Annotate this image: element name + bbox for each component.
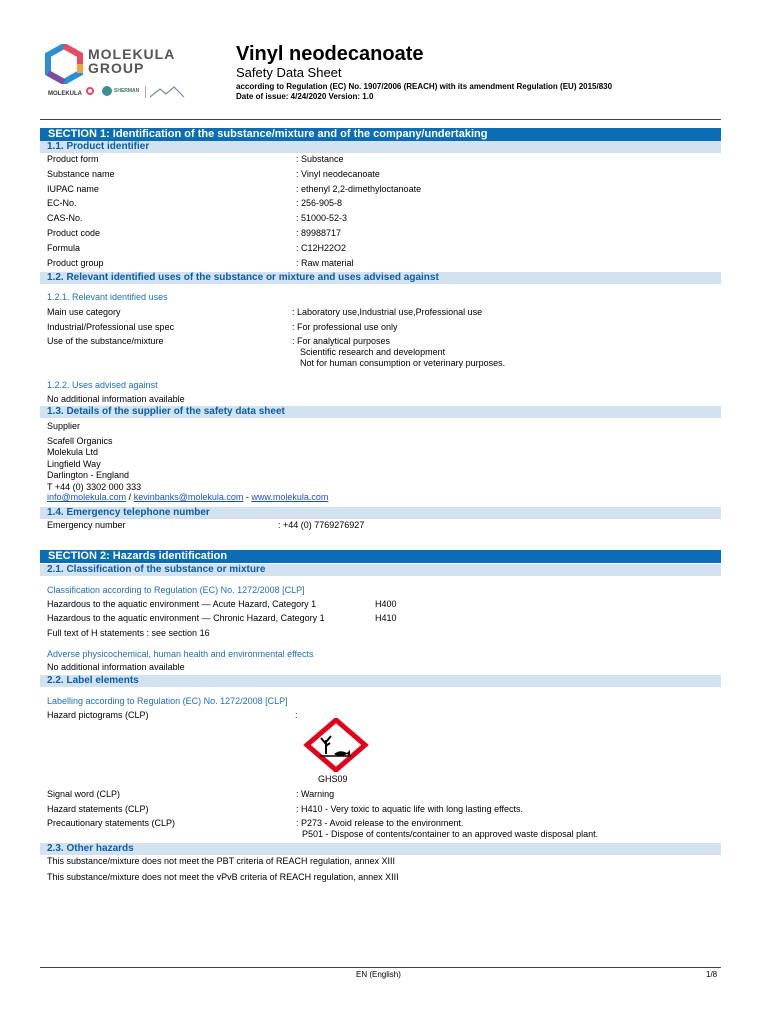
product-row-label: Product form — [47, 154, 99, 164]
section1-1-title: 1.1. Product identifier — [40, 141, 721, 153]
section1-2-1-title: 1.2.1. Relevant identified uses — [47, 292, 168, 302]
full-text-note: Full text of H statements : see section 16 — [47, 628, 210, 638]
emergency-value: : +44 (0) 7769276927 — [278, 520, 365, 530]
product-row-value: : 51000-52-3 — [296, 213, 348, 224]
sub-logo-sherman-icon — [102, 86, 112, 96]
hazard-statements-value: : H410 - Very toxic to aquatic life with long lasting effects. — [296, 804, 523, 814]
sub-logo-molekula: MOLEKULA — [48, 91, 82, 97]
section1-2-title: 1.2. Relevant identified uses of the substance or mixture and uses advised against — [40, 272, 721, 284]
uses-row-value: : For professional use only — [292, 321, 398, 332]
product-row-value: : Substance — [296, 154, 344, 164]
uses-row-value: : For analytical purposes — [292, 336, 391, 346]
document-title: Vinyl neodecanoate — [236, 43, 424, 65]
product-row-value: : C12H22O2 — [296, 242, 347, 253]
ghs09-environment-icon — [303, 718, 369, 777]
signal-word-value: : Warning — [296, 789, 335, 799]
mountain-logo-icon — [150, 85, 194, 104]
uses-row-label: Industrial/Professional use spec — [47, 321, 175, 332]
company-logo — [44, 44, 84, 84]
section1-4-title: 1.4. Emergency telephone number — [40, 507, 721, 519]
product-row-label: Product code — [47, 228, 101, 238]
separator: - — [243, 492, 252, 502]
pictogram-code: GHS09 — [318, 774, 348, 784]
supplier-line: T +44 (0) 3302 000 333 — [47, 481, 142, 492]
product-row-value: : Vinyl neodecanoate — [296, 168, 380, 179]
uses-advised-text: No additional information available — [47, 394, 185, 404]
product-row-value: : ethenyl 2,2-dimethyloctanoate — [296, 183, 422, 194]
pictograms-colon: : — [295, 710, 298, 720]
emergency-label: Emergency number — [47, 520, 126, 530]
section1-2-2-title: 1.2.2. Uses advised against — [47, 380, 158, 390]
brand-line1: MOLEKULA — [88, 46, 176, 62]
sub-logo-dot-icon — [86, 87, 94, 95]
molekula-hexagon-icon — [44, 44, 84, 84]
section1-3-title: 1.3. Details of the supplier of the safety data sheet — [40, 406, 721, 418]
pictograms-label: Hazard pictograms (CLP) — [47, 710, 149, 720]
product-row-value: : Raw material — [296, 257, 354, 268]
footer-divider — [40, 967, 721, 968]
header-divider — [40, 119, 721, 120]
product-row-label: CAS-No. — [47, 213, 83, 224]
regulation-line: according to Regulation (EC) No. 1907/2006 (REACH) with its amendment Regulation (EU) 2015/830 — [236, 82, 613, 91]
separator: / — [126, 492, 134, 502]
issue-line: Date of issue: 4/24/2020 Version: 1.0 — [236, 92, 374, 101]
uses-row-label: Use of the substance/mixture — [47, 336, 164, 346]
adverse-effects-title: Adverse physicochemical, human health and environmental effects — [47, 649, 314, 659]
precautionary-statements-value-2: P501 - Dispose of contents/container to an approved waste disposal plant. — [302, 829, 599, 839]
website-link[interactable]: www.molekula.com — [251, 492, 329, 502]
footer-page-number: 1/8 — [706, 970, 718, 979]
supplier-line: Supplier — [47, 421, 81, 431]
email-kevin-link[interactable]: kevinbanks@molekula.com — [133, 492, 244, 502]
supplier-line: Lingfield Way — [47, 458, 101, 469]
other-hazards-vpvb: This substance/mixture does not meet the vPvB criteria of REACH regulation, annex XIII — [47, 872, 399, 882]
footer-language: EN (English) — [356, 970, 401, 979]
hazard-row-2-text: Hazardous to the aquatic environment — Chronic Hazard, Category 1 — [47, 613, 325, 623]
supplier-line: Darlington - England — [47, 470, 130, 481]
section2-3-title: 2.3. Other hazards — [40, 843, 721, 855]
product-row-label: Formula — [47, 242, 81, 253]
product-row-value: : 256-905-8 — [296, 198, 343, 209]
sub-logo-sherman: SHERMAN — [114, 88, 140, 94]
hazard-row-2-code: H410 — [375, 613, 397, 623]
hazard-row-1-text: Hazardous to the aquatic environment — Acute Hazard, Category 1 — [47, 599, 317, 609]
section2-1-title: 2.1. Classification of the substance or mixture — [40, 564, 721, 576]
section1-title: SECTION 1: Identification of the substance/mixture and of the company/undertaking — [40, 128, 721, 141]
product-row-label: EC-No. — [47, 198, 77, 209]
uses-row-label: Main use category — [47, 307, 121, 317]
hazard-statements-label: Hazard statements (CLP) — [47, 804, 149, 814]
brand-line2: GROUP — [88, 60, 145, 76]
precautionary-statements-label: Precautionary statements (CLP) — [47, 818, 176, 828]
adverse-effects-text: No additional information available — [47, 662, 185, 672]
labelling-title: Labelling according to Regulation (EC) No. 1272/2008 [CLP] — [47, 696, 288, 706]
product-row-label: Product group — [47, 257, 104, 268]
product-row-label: IUPAC name — [47, 183, 99, 194]
uses-extra-2: Not for human consumption or veterinary purposes. — [300, 358, 506, 368]
contact-links — [47, 492, 328, 503]
email-info-link[interactable]: info@molekula.com — [47, 492, 127, 502]
uses-extra-1: Scientific research and development — [300, 347, 446, 357]
product-row-value: : 89988717 — [296, 228, 342, 238]
product-row-label: Substance name — [47, 168, 115, 179]
uses-row-value: : Laboratory use,Industrial use,Professional use — [292, 307, 483, 317]
other-hazards-pbt: This substance/mixture does not meet the PBT criteria of REACH regulation, annex XIII — [47, 856, 395, 866]
hazard-row-1-code: H400 — [375, 599, 397, 609]
supplier-line: Scafell Organics — [47, 436, 113, 446]
section2-2-title: 2.2. Label elements — [40, 675, 721, 687]
document-subtitle: Safety Data Sheet — [236, 65, 342, 80]
section2-title: SECTION 2: Hazards identification — [40, 550, 721, 563]
sub-logo-divider — [145, 86, 146, 98]
supplier-line: Molekula Ltd — [47, 447, 99, 458]
clp-classification-title: Classification according to Regulation (EC) No. 1272/2008 [CLP] — [47, 585, 305, 595]
precautionary-statements-value-1: : P273 - Avoid release to the environment. — [296, 818, 464, 828]
signal-word-label: Signal word (CLP) — [47, 789, 121, 799]
